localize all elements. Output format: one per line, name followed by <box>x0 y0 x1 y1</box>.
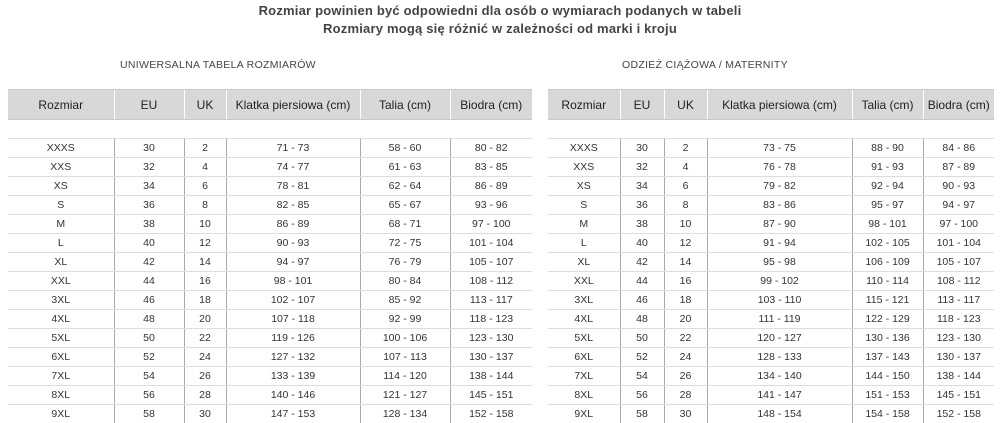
cell-eu: 40 <box>620 234 664 253</box>
table-row <box>8 405 532 423</box>
table-row <box>548 253 994 272</box>
cell-waist: 62 - 64 <box>360 177 450 196</box>
cell-waist: 100 - 106 <box>360 329 450 348</box>
cell-uk: 24 <box>184 348 226 367</box>
column-header-hips: Biodra (cm) <box>450 90 532 120</box>
cell-uk: 16 <box>184 272 226 291</box>
cell-hips: 152 - 158 <box>923 405 994 423</box>
cell-chest: 82 - 85 <box>226 196 360 215</box>
cell-size: XL <box>8 253 114 272</box>
cell-hips: 113 - 117 <box>450 291 532 310</box>
cell-chest: 120 - 127 <box>707 329 852 348</box>
cell-eu: 56 <box>620 386 664 405</box>
cell-size: S <box>8 196 114 215</box>
cell-uk: 12 <box>664 234 707 253</box>
cell-uk: 18 <box>664 291 707 310</box>
cell-chest: 147 - 153 <box>226 405 360 423</box>
cell-waist: 107 - 113 <box>360 348 450 367</box>
table-row <box>8 329 532 348</box>
cell-chest: 90 - 93 <box>226 234 360 253</box>
table-header-row <box>8 90 532 120</box>
cell-waist: 110 - 114 <box>852 272 923 291</box>
column-header-chest: Klatka piersiowa (cm) <box>226 90 360 120</box>
cell-eu: 50 <box>114 329 184 348</box>
table-row <box>8 253 532 272</box>
cell-waist: 102 - 105 <box>852 234 923 253</box>
cell-size: 7XL <box>8 367 114 386</box>
cell-hips: 105 - 107 <box>450 253 532 272</box>
cell-uk: 6 <box>184 177 226 196</box>
cell-size: XS <box>548 177 620 196</box>
table-row <box>8 272 532 291</box>
cell-hips: 145 - 151 <box>923 386 994 405</box>
column-header-eu: EU <box>114 90 184 120</box>
cell-chest: 91 - 94 <box>707 234 852 253</box>
cell-uk: 16 <box>664 272 707 291</box>
table-row <box>548 367 994 386</box>
cell-eu: 44 <box>114 272 184 291</box>
cell-waist: 115 - 121 <box>852 291 923 310</box>
cell-size: 7XL <box>548 367 620 386</box>
cell-eu: 42 <box>114 253 184 272</box>
table-row <box>548 329 994 348</box>
cell-chest: 78 - 81 <box>226 177 360 196</box>
table-row <box>548 139 994 158</box>
table-row <box>548 405 994 423</box>
cell-uk: 4 <box>664 158 707 177</box>
cell-size: 9XL <box>8 405 114 423</box>
cell-chest: 111 - 119 <box>707 310 852 329</box>
cell-eu: 58 <box>620 405 664 423</box>
column-header-uk: UK <box>664 90 707 120</box>
table-header-row <box>548 90 994 120</box>
cell-uk: 30 <box>664 405 707 423</box>
table-row <box>548 386 994 405</box>
cell-size: 3XL <box>548 291 620 310</box>
cell-chest: 79 - 82 <box>707 177 852 196</box>
cell-uk: 10 <box>664 215 707 234</box>
cell-uk: 20 <box>184 310 226 329</box>
cell-waist: 92 - 99 <box>360 310 450 329</box>
cell-hips: 101 - 104 <box>923 234 994 253</box>
cell-size: XXS <box>548 158 620 177</box>
cell-hips: 130 - 137 <box>923 348 994 367</box>
cell-eu: 44 <box>620 272 664 291</box>
cell-uk: 2 <box>184 139 226 158</box>
cell-size: M <box>8 215 114 234</box>
cell-uk: 10 <box>184 215 226 234</box>
cell-hips: 105 - 107 <box>923 253 994 272</box>
cell-waist: 106 - 109 <box>852 253 923 272</box>
cell-size: XL <box>548 253 620 272</box>
cell-size: XXXS <box>548 139 620 158</box>
cell-eu: 34 <box>620 177 664 196</box>
cell-chest: 140 - 146 <box>226 386 360 405</box>
table-row <box>8 291 532 310</box>
cell-hips: 108 - 112 <box>450 272 532 291</box>
cell-eu: 36 <box>620 196 664 215</box>
cell-waist: 68 - 71 <box>360 215 450 234</box>
cell-eu: 32 <box>114 158 184 177</box>
cell-eu: 46 <box>114 291 184 310</box>
cell-chest: 148 - 154 <box>707 405 852 423</box>
cell-waist: 98 - 101 <box>852 215 923 234</box>
cell-uk: 18 <box>184 291 226 310</box>
cell-waist: 80 - 84 <box>360 272 450 291</box>
cell-hips: 83 - 85 <box>450 158 532 177</box>
table-row <box>8 367 532 386</box>
cell-hips: 152 - 158 <box>450 405 532 423</box>
cell-waist: 144 - 150 <box>852 367 923 386</box>
cell-uk: 28 <box>184 386 226 405</box>
column-header-chest: Klatka piersiowa (cm) <box>707 90 852 120</box>
cell-size: 5XL <box>548 329 620 348</box>
cell-chest: 119 - 126 <box>226 329 360 348</box>
cell-size: 3XL <box>8 291 114 310</box>
cell-eu: 48 <box>620 310 664 329</box>
table-row <box>8 310 532 329</box>
cell-size: XS <box>8 177 114 196</box>
table-row <box>548 196 994 215</box>
cell-size: XXL <box>8 272 114 291</box>
cell-eu: 54 <box>620 367 664 386</box>
column-header-eu: EU <box>620 90 664 120</box>
cell-chest: 99 - 102 <box>707 272 852 291</box>
table-row <box>548 272 994 291</box>
cell-waist: 151 - 153 <box>852 386 923 405</box>
cell-hips: 138 - 144 <box>450 367 532 386</box>
cell-eu: 36 <box>114 196 184 215</box>
table-row <box>548 177 994 196</box>
cell-chest: 94 - 97 <box>226 253 360 272</box>
cell-hips: 94 - 97 <box>923 196 994 215</box>
cell-eu: 58 <box>114 405 184 423</box>
cell-eu: 42 <box>620 253 664 272</box>
cell-uk: 8 <box>184 196 226 215</box>
cell-uk: 22 <box>184 329 226 348</box>
cell-hips: 93 - 96 <box>450 196 532 215</box>
cell-waist: 61 - 63 <box>360 158 450 177</box>
universal-size-table <box>8 89 532 423</box>
cell-hips: 90 - 93 <box>923 177 994 196</box>
column-header-waist: Talia (cm) <box>360 90 450 120</box>
table-row <box>8 139 532 158</box>
cell-uk: 22 <box>664 329 707 348</box>
cell-eu: 30 <box>620 139 664 158</box>
cell-waist: 58 - 60 <box>360 139 450 158</box>
table-row <box>8 158 532 177</box>
cell-waist: 154 - 158 <box>852 405 923 423</box>
cell-uk: 28 <box>664 386 707 405</box>
cell-eu: 48 <box>114 310 184 329</box>
table-row <box>8 348 532 367</box>
cell-waist: 114 - 120 <box>360 367 450 386</box>
cell-uk: 6 <box>664 177 707 196</box>
cell-uk: 14 <box>664 253 707 272</box>
column-header-waist: Talia (cm) <box>852 90 923 120</box>
cell-size: 4XL <box>548 310 620 329</box>
cell-chest: 95 - 98 <box>707 253 852 272</box>
cell-uk: 24 <box>664 348 707 367</box>
cell-waist: 85 - 92 <box>360 291 450 310</box>
header-gap-cell <box>548 120 994 139</box>
heading-line-2: Rozmiary mogą się różnić w zależności od marki i kroju <box>0 21 1000 36</box>
cell-size: XXL <box>548 272 620 291</box>
cell-hips: 113 - 117 <box>923 291 994 310</box>
table-row <box>548 348 994 367</box>
cell-chest: 133 - 139 <box>226 367 360 386</box>
cell-size: S <box>548 196 620 215</box>
cell-size: 6XL <box>8 348 114 367</box>
table-row <box>8 196 532 215</box>
cell-chest: 134 - 140 <box>707 367 852 386</box>
table-row <box>548 234 994 253</box>
cell-waist: 121 - 127 <box>360 386 450 405</box>
cell-eu: 30 <box>114 139 184 158</box>
cell-waist: 88 - 90 <box>852 139 923 158</box>
cell-chest: 141 - 147 <box>707 386 852 405</box>
header-gap <box>8 120 532 139</box>
cell-hips: 123 - 130 <box>923 329 994 348</box>
cell-hips: 87 - 89 <box>923 158 994 177</box>
cell-waist: 95 - 97 <box>852 196 923 215</box>
cell-chest: 128 - 133 <box>707 348 852 367</box>
cell-uk: 30 <box>184 405 226 423</box>
cell-hips: 97 - 100 <box>923 215 994 234</box>
cell-waist: 65 - 67 <box>360 196 450 215</box>
cell-uk: 8 <box>664 196 707 215</box>
cell-waist: 76 - 79 <box>360 253 450 272</box>
maternity-size-table <box>548 89 994 423</box>
cell-chest: 127 - 132 <box>226 348 360 367</box>
cell-chest: 107 - 118 <box>226 310 360 329</box>
cell-hips: 86 - 89 <box>450 177 532 196</box>
cell-chest: 86 - 89 <box>226 215 360 234</box>
cell-size: L <box>8 234 114 253</box>
cell-size: 9XL <box>548 405 620 423</box>
cell-waist: 130 - 136 <box>852 329 923 348</box>
column-header-hips: Biodra (cm) <box>923 90 994 120</box>
cell-waist: 91 - 93 <box>852 158 923 177</box>
cell-size: 8XL <box>8 386 114 405</box>
cell-uk: 2 <box>664 139 707 158</box>
cell-eu: 56 <box>114 386 184 405</box>
cell-hips: 84 - 86 <box>923 139 994 158</box>
maternity-table-title: ODZIEŻ CIĄŻOWA / MATERNITY <box>622 59 788 71</box>
cell-hips: 101 - 104 <box>450 234 532 253</box>
heading-line-1: Rozmiar powinien być odpowiedni dla osób o wymiarach podanych w tabeli <box>0 3 1000 18</box>
column-header-size: Rozmiar <box>8 90 114 120</box>
cell-hips: 118 - 123 <box>450 310 532 329</box>
cell-chest: 74 - 77 <box>226 158 360 177</box>
cell-size: 4XL <box>8 310 114 329</box>
cell-size: L <box>548 234 620 253</box>
cell-hips: 97 - 100 <box>450 215 532 234</box>
cell-uk: 26 <box>664 367 707 386</box>
cell-hips: 130 - 137 <box>450 348 532 367</box>
table-row <box>8 215 532 234</box>
table-row <box>8 234 532 253</box>
cell-eu: 34 <box>114 177 184 196</box>
column-header-uk: UK <box>184 90 226 120</box>
cell-hips: 145 - 151 <box>450 386 532 405</box>
cell-size: XXS <box>8 158 114 177</box>
table-row <box>8 386 532 405</box>
cell-waist: 122 - 129 <box>852 310 923 329</box>
cell-chest: 87 - 90 <box>707 215 852 234</box>
cell-chest: 73 - 75 <box>707 139 852 158</box>
table-row <box>548 158 994 177</box>
cell-chest: 103 - 110 <box>707 291 852 310</box>
cell-eu: 50 <box>620 329 664 348</box>
cell-uk: 14 <box>184 253 226 272</box>
header-gap-cell <box>8 120 532 139</box>
cell-waist: 72 - 75 <box>360 234 450 253</box>
cell-uk: 20 <box>664 310 707 329</box>
cell-uk: 4 <box>184 158 226 177</box>
cell-size: M <box>548 215 620 234</box>
cell-size: 6XL <box>548 348 620 367</box>
cell-chest: 98 - 101 <box>226 272 360 291</box>
cell-uk: 12 <box>184 234 226 253</box>
column-header-size: Rozmiar <box>548 90 620 120</box>
cell-hips: 118 - 123 <box>923 310 994 329</box>
table-row <box>8 177 532 196</box>
cell-eu: 38 <box>620 215 664 234</box>
cell-waist: 92 - 94 <box>852 177 923 196</box>
cell-waist: 128 - 134 <box>360 405 450 423</box>
cell-chest: 76 - 78 <box>707 158 852 177</box>
table-row <box>548 291 994 310</box>
cell-chest: 102 - 107 <box>226 291 360 310</box>
cell-hips: 138 - 144 <box>923 367 994 386</box>
cell-size: 5XL <box>8 329 114 348</box>
cell-eu: 40 <box>114 234 184 253</box>
table-row <box>548 310 994 329</box>
cell-uk: 26 <box>184 367 226 386</box>
header-gap <box>548 120 994 139</box>
cell-eu: 32 <box>620 158 664 177</box>
cell-eu: 38 <box>114 215 184 234</box>
cell-size: 8XL <box>548 386 620 405</box>
cell-hips: 80 - 82 <box>450 139 532 158</box>
cell-chest: 71 - 73 <box>226 139 360 158</box>
cell-waist: 137 - 143 <box>852 348 923 367</box>
cell-eu: 52 <box>620 348 664 367</box>
cell-eu: 52 <box>114 348 184 367</box>
cell-size: XXXS <box>8 139 114 158</box>
cell-hips: 108 - 112 <box>923 272 994 291</box>
table-row <box>548 215 994 234</box>
cell-eu: 46 <box>620 291 664 310</box>
cell-hips: 123 - 130 <box>450 329 532 348</box>
cell-eu: 54 <box>114 367 184 386</box>
universal-table-title: UNIWERSALNA TABELA ROZMIARÓW <box>120 59 316 71</box>
cell-chest: 83 - 86 <box>707 196 852 215</box>
